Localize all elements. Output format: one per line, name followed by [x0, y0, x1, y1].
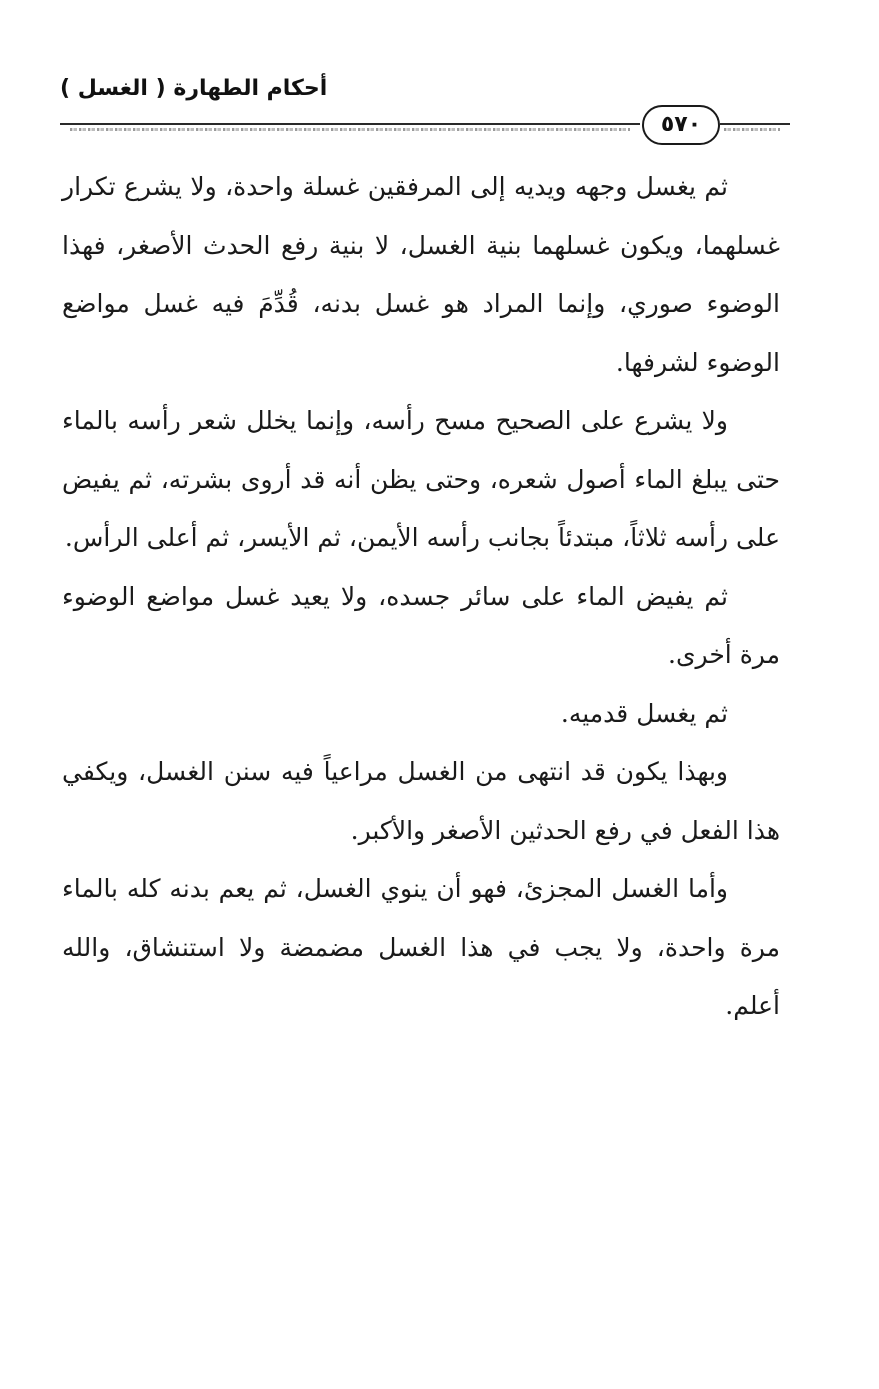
paragraph: ثم يفيض الماء على سائر جسده، ولا يعيد غسل مواضع الوضوء مرة أخرى.	[62, 581, 780, 669]
header-rule-right-ornament	[724, 128, 780, 131]
running-title: أحكام الطهارة ( الغسل )	[60, 76, 328, 101]
page-header	[60, 70, 790, 140]
header-rule	[60, 123, 640, 125]
paragraph: ثم يغسل قدميه.	[560, 698, 728, 728]
header-rule-right	[720, 123, 790, 125]
page-body	[62, 158, 780, 1036]
paragraph: وأما الغسل المجزئ، فهو أن ينوي الغسل، ثم يعم بدنه كله بالماء مرة واحدة، ولا يجب في هذا الغسل مضمضة ولا استنشاق، والله أعلم.	[62, 874, 780, 1020]
paragraph: ثم يغسل وجهه ويديه إلى المرفقين غسلة واحدة، ولا يشرع تكرار غسلهما، ويكون غسلهما بنية الغسل، لا بنية رفع الحدث الأصغر، فهذا الوضوء صوري، وإنما المراد هو غسل بدنه، قُدِّمَ فيه غسل مواضع الوضوء لشرفها.	[62, 172, 780, 377]
header-rule-ornament	[70, 128, 630, 131]
page-number-badge: ٥٧٠	[642, 105, 720, 145]
paragraph: وبهذا يكون قد انتهى من الغسل مراعياً فيه سنن الغسل، ويكفي هذا الفعل في رفع الحدثين الأصغر والأكبر.	[62, 757, 780, 845]
paragraph: ولا يشرع على الصحيح مسح رأسه، وإنما يخلل شعر رأسه بالماء حتى يبلغ الماء أصول شعره، وحتى يظن أنه قد أروى بشرته، ثم يفيض على رأسه ثلاثاً، مبتدئاً بجانب رأسه الأيمن، ثم الأيسر، ثم أعلى الرأس.	[62, 406, 780, 552]
